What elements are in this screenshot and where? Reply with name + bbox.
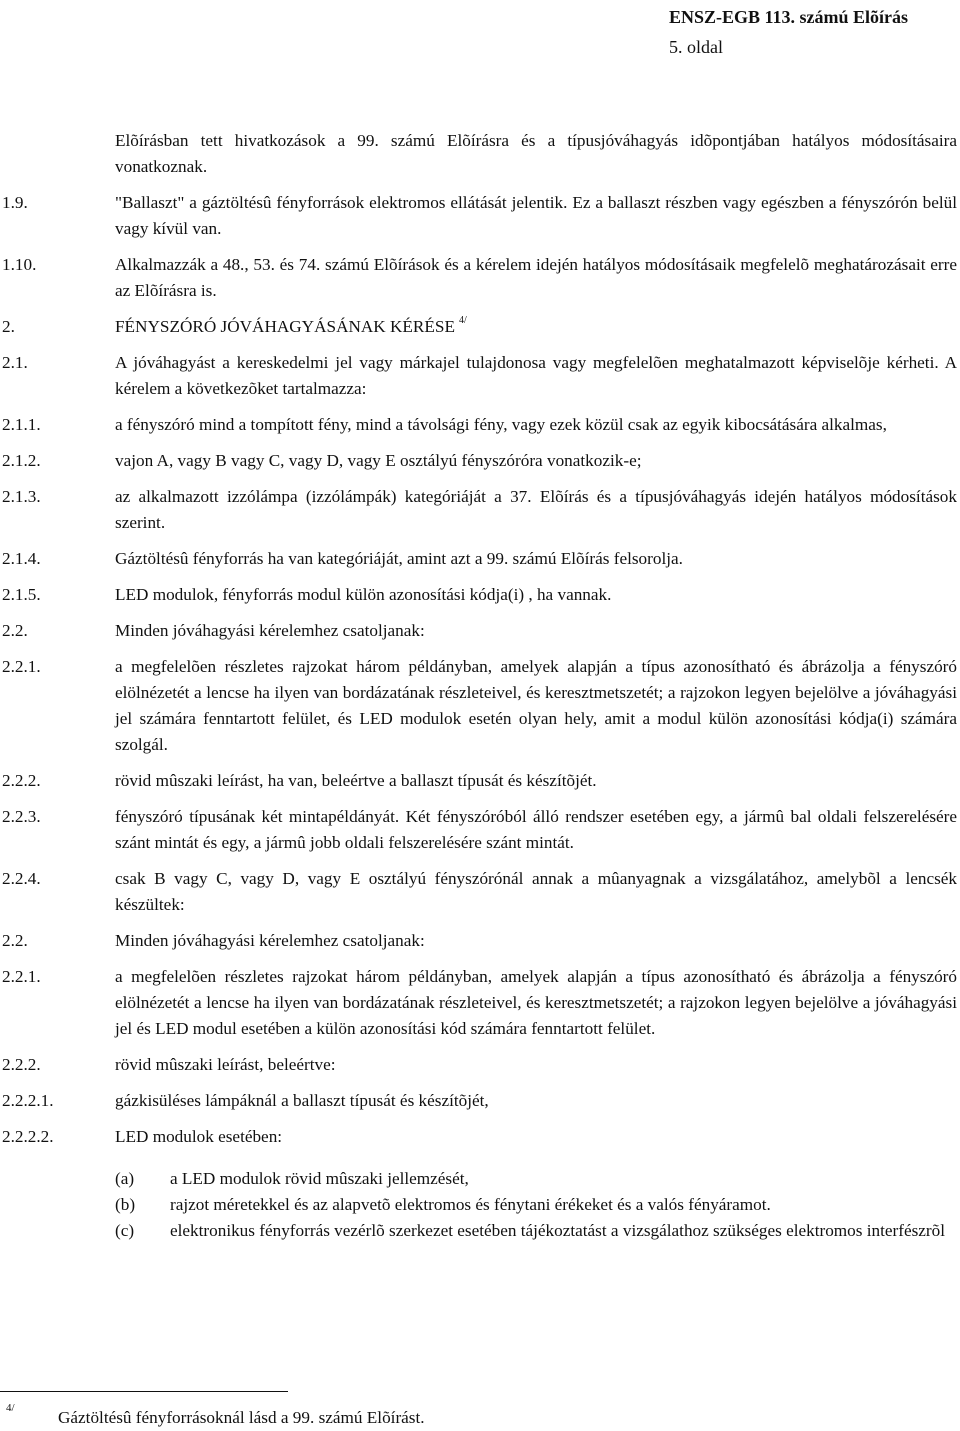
paragraph-number: 2.2.3. bbox=[2, 807, 41, 826]
paragraph-number: 2.1. bbox=[2, 353, 28, 372]
paragraph-number: 2.2.2. bbox=[2, 1055, 41, 1074]
heading-line bbox=[115, 314, 957, 340]
paragraph bbox=[0, 1088, 960, 1114]
paragraph-text: gázkisüléses lámpáknál a ballaszt típusát és készítõjét, bbox=[115, 1091, 489, 1110]
footnote-separator bbox=[0, 1391, 288, 1392]
paragraph-number: 1.10. bbox=[2, 255, 37, 274]
sub-item-label: (a) bbox=[115, 1169, 135, 1188]
paragraph-text: vajon A, vagy B vagy C, vagy D, vagy E osztályú fényszóróra vonatkozik-e; bbox=[115, 451, 642, 470]
sub-item bbox=[115, 1218, 957, 1244]
paragraph bbox=[0, 1052, 960, 1078]
page-number: 5. oldal bbox=[668, 37, 723, 57]
paragraph-text: Minden jóváhagyási kérelemhez csatoljanak: bbox=[115, 931, 425, 950]
paragraph-number: 2.2. bbox=[2, 621, 28, 640]
paragraph-number: 2.1.4. bbox=[2, 549, 41, 568]
paragraph-text: "Ballaszt" a gáztöltésû fényforrások elektromos ellátását jelentik. Ez a ballaszt részben vagy egészben a fényszórón belül vagy kívül van. bbox=[115, 193, 957, 238]
paragraph-text: a fényszóró mind a tompított fény, mind a távolsági fény, vagy ezek közül csak az egyik kibocsátására alkalmas, bbox=[115, 415, 887, 434]
paragraph-number: 2.2.4. bbox=[2, 869, 41, 888]
document-body bbox=[0, 128, 960, 1244]
paragraph-text: csak B vagy C, vagy D, vagy E osztályú fényszórónál annak a mûanyagnak a vizsgálatához, amelybõl a lencsék készültek: bbox=[115, 869, 957, 914]
paragraph bbox=[0, 654, 960, 758]
section-heading bbox=[0, 314, 960, 340]
paragraph-number: 2. bbox=[2, 317, 15, 336]
paragraph-text: fényszóró típusának két mintapéldányát. Két fényszóróból álló rendszer esetében egy, a jármû bal oldali felszerelésére szánt mintát és egy, a jármû jobb oldali felszerelésére szánt mintát. bbox=[115, 807, 957, 852]
sub-item-label: (c) bbox=[115, 1221, 135, 1240]
paragraph bbox=[0, 128, 960, 180]
footnote-text: Gáztöltésû fényforrásoknál lásd a 99. számú Elõírást. bbox=[58, 1408, 425, 1427]
paragraph bbox=[0, 964, 960, 1042]
sub-item-text: elektronikus fényforrás vezérlõ szerkezet esetében tájékoztatást a vizsgálathoz szükséges elektromos interfészrõl bbox=[170, 1221, 946, 1240]
paragraph bbox=[0, 252, 960, 304]
paragraph-text: a megfelelõen részletes rajzokat három példányban, amelyek alapján a típus azonosítható és ábrázolja a fényszóró elölnézetét a lencse ha ilyen van bordázatának részleteivel, és keresztmetszetét; a rajzokon legyen bejelölve a jóváhagyási jel számára fenntartott felület, és LED modulok esetén olyan hely, amit a modul külön azonosítási kódja(i) számára szolgál. bbox=[115, 657, 957, 754]
footnote-reference: 4/ bbox=[458, 315, 467, 326]
sub-item-text: a LED modulok rövid mûszaki jellemzését, bbox=[170, 1169, 469, 1188]
paragraph-text: a megfelelõen részletes rajzokat három példányban, amelyek alapján a típus azonosítható és ábrázolja a fényszóró elölnézetét a lencse ha ilyen van bordázatának részleteivel, és keresztmetszetét; a rajzokon legyen bejelölve a jóváhagyási jel és LED modul esetében a külön azonosítási kód számára fenntartott felület. bbox=[115, 967, 957, 1038]
sub-item bbox=[115, 1166, 957, 1192]
paragraph-text: LED modulok esetében: bbox=[115, 1127, 283, 1146]
paragraph bbox=[0, 484, 960, 536]
paragraph bbox=[0, 768, 960, 794]
paragraph-number: 2.2.1. bbox=[2, 967, 41, 986]
paragraph-number: 2.1.2. bbox=[2, 451, 41, 470]
paragraph-text: Minden jóváhagyási kérelemhez csatoljanak: bbox=[115, 621, 425, 640]
heading-text: FÉNYSZÓRÓ JÓVÁHAGYÁSÁNAK KÉRÉSE bbox=[115, 317, 455, 336]
paragraph-text: Gáztöltésû fényforrás ha van kategóriáját, amint azt a 99. számú Elõírás felsorolja. bbox=[115, 549, 683, 568]
paragraph-number: 2.2.2. bbox=[2, 771, 41, 790]
paragraph-number: 2.2. bbox=[2, 931, 28, 950]
paragraph-text: rövid mûszaki leírást, ha van, beleértve a ballaszt típusát és készítõjét. bbox=[115, 771, 597, 790]
paragraph-number: 2.1.1. bbox=[2, 415, 41, 434]
paragraph-number: 2.2.2.1. bbox=[2, 1091, 54, 1110]
paragraph bbox=[0, 866, 960, 918]
footnote-mark: 4/ bbox=[6, 1402, 15, 1414]
paragraph bbox=[0, 350, 960, 402]
paragraph-text: Alkalmazzák a 48., 53. és 74. számú Elõírások és a kérelem idején hatályos módosításaik megfelelõ meghatározásait erre az Elõírásra is. bbox=[115, 255, 957, 300]
paragraph bbox=[0, 1124, 960, 1150]
paragraph bbox=[0, 190, 960, 242]
paragraph-text: Elõírásban tett hivatkozások a 99. számú Elõírásra és a típusjóváhagyás idõpontjában hatályos módosításaira vonatkoznak. bbox=[115, 131, 957, 176]
paragraph-text: az alkalmazott izzólámpa (izzólámpák) kategóriáját a 37. Elõírás és a típusjóváhagyás idején hatályos módosítások szerint. bbox=[115, 487, 957, 532]
paragraph bbox=[0, 804, 960, 856]
paragraph bbox=[0, 448, 960, 474]
sub-item-text: rajzot méretekkel és az alapvetõ elektromos és fénytani érékeket és a valós fényáramot. bbox=[170, 1195, 771, 1214]
paragraph bbox=[0, 928, 960, 954]
paragraph bbox=[0, 582, 960, 608]
paragraph-number: 2.2.1. bbox=[2, 657, 41, 676]
page-header bbox=[669, 2, 908, 62]
paragraph-text: LED modulok, fényforrás modul külön azonosítási kódja(i) , ha vannak. bbox=[115, 585, 612, 604]
sub-item bbox=[115, 1192, 957, 1218]
sub-item-label: (b) bbox=[115, 1195, 136, 1214]
document-title: ENSZ-EGB 113. számú Elõírás bbox=[668, 7, 908, 27]
paragraph bbox=[0, 412, 960, 438]
paragraph-number: 1.9. bbox=[2, 193, 28, 212]
paragraph-number: 2.1.5. bbox=[2, 585, 41, 604]
paragraph-text: A jóváhagyást a kereskedelmi jel vagy márkajel tulajdonosa vagy megfelelõen meghatalmazott képviselõje kérheti. A kérelem a következõket tartalmazza: bbox=[115, 353, 957, 398]
paragraph-number: 2.2.2.2. bbox=[2, 1127, 54, 1146]
paragraph bbox=[0, 546, 960, 572]
paragraph-number: 2.1.3. bbox=[2, 487, 41, 506]
paragraph bbox=[0, 618, 960, 644]
paragraph-text: rövid mûszaki leírást, beleértve: bbox=[115, 1055, 336, 1074]
